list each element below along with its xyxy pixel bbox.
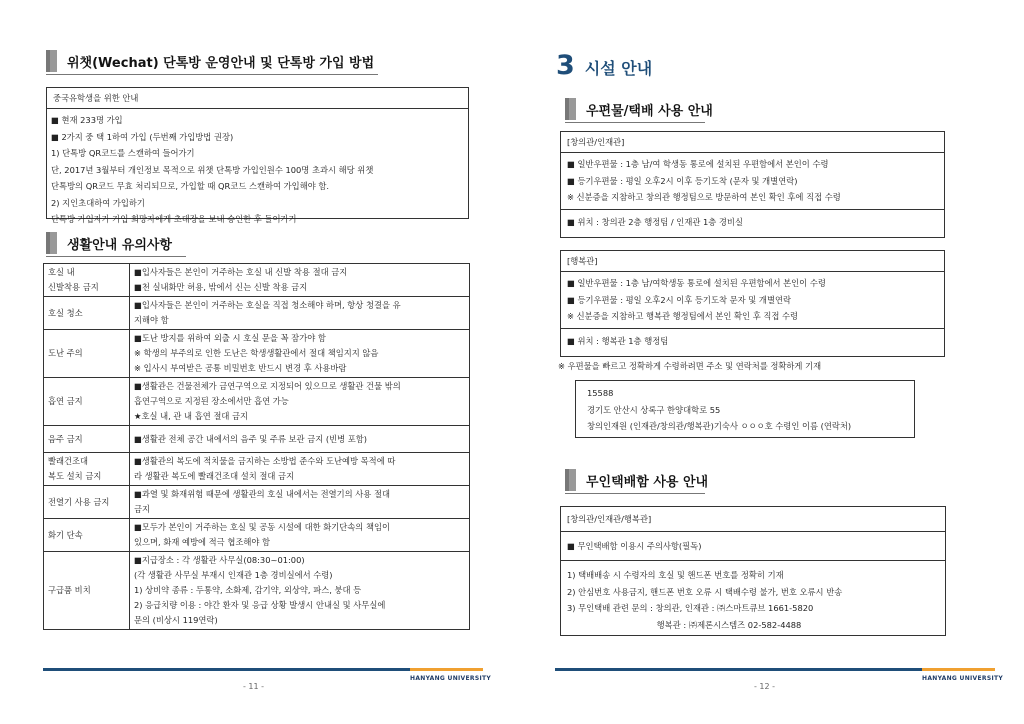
wechat-line: 2) 지인초대하여 가입하기 — [51, 197, 145, 208]
table-row — [44, 297, 470, 330]
table-row — [44, 426, 470, 453]
table-row — [44, 552, 470, 630]
chapter-title: 시설 안내 — [584, 59, 653, 78]
chapter-number: 3 — [556, 50, 575, 81]
box-header: [창의관/인재관] — [561, 132, 944, 153]
address-box: 15588 경기도 안산시 상록구 한양대학로 55 창의인재원 (인재관/창의관/행복관)기숙사 ㅇㅇㅇ호 수령인 이름 (연락처) — [575, 380, 915, 438]
rule-value: ■지급장소 : 각 생활관 사무실(08:30~01:00) (각 생활관 사무실 부재시 인재관 1층 경비실에서 수령) 1) 상비약 종류 : 두통약, 소화제, 감기약, 외상약, 파스, 붕대 등 2) 응급치량 이용 : 야간 환자 및 응급 상황 발생시 안내실 및 사무실에 문의 (비상시 119연락) — [130, 552, 470, 630]
wechat-box-body — [47, 109, 468, 228]
footer-accent — [922, 668, 995, 671]
box-body: ■ 일반우편물 : 1층 남/여 학생동 통로에 설치된 우편함에서 본인이 수령 ■ 등기우편물 : 평일 오후2시 이후 등기도착 (문자 및 개별연락) ※ 신분증을 지참하고 창의관 행정팀으로 방문하여 본인 확인 후에 직접 수령 — [561, 153, 944, 210]
rule-value: ■모두가 본인이 거주하는 호실 및 공동 시설에 대한 화기단속의 책임이 있으며, 화재 예방에 적극 협조해야 함 — [130, 519, 470, 552]
box-header: [행복관] — [561, 251, 944, 272]
box-footer: ■ 위치 : 행복관 1층 행정팀 — [567, 335, 669, 346]
rules-section-title: 생활안내 유의사항 — [67, 237, 172, 253]
page-number: - 11 - — [243, 682, 265, 691]
brand-logo: HANYANG UNIVERSITY — [922, 675, 1004, 682]
wechat-line: 단톡방의 QR코드 무효 처리되므로, 가입할 때 QR코드 스캔하여 가입해야 함. — [51, 181, 330, 191]
rule-key: 호실 내 신발착용 금지 — [44, 264, 130, 297]
heading-marker — [565, 469, 576, 491]
rule-key: 구급품 비치 — [44, 552, 130, 630]
rule-value: ■생활관의 복도에 적치물을 금지하는 소방법 준수와 도난예방 목적에 따 라 생활관 복도에 빨래건조대 설치 절대 금지 — [130, 453, 470, 486]
rule-value: ■과열 및 화재위험 때문에 생활관의 호실 내에서는 전열기의 사용 절대 금지 — [130, 486, 470, 519]
wechat-line: 단, 2017년 3월부터 개인정보 목적으로 위챗 단톡방 가입인원수 100명 초과시 해당 위챗 — [51, 164, 374, 175]
rule-key: 흡연 금지 — [44, 378, 130, 426]
table-row — [44, 330, 470, 378]
table-row — [44, 264, 470, 297]
rules-table — [43, 263, 470, 630]
mail-box-changui — [560, 131, 945, 238]
wechat-line: ■ 2가지 중 택 1하여 가입 (두번째 가입방법 권장) — [51, 131, 234, 142]
rule-key: 화기 단속 — [44, 519, 130, 552]
rule-value: ■생활관은 건물전체가 금연구역으로 지정되어 있으므로 생활관 건물 밖의 흡연구역으로 지정된 장소에서만 흡연 가능 ★호실 내, 관 내 흡연 절대 금지 — [130, 378, 470, 426]
rule-value: ■생활관 전체 공간 내에서의 음주 및 주류 보관 금지 (빈병 포함) — [130, 426, 470, 453]
table-row — [44, 519, 470, 552]
wechat-line: ■ 현재 233명 가입 — [51, 115, 123, 125]
locker-box — [560, 506, 946, 636]
wechat-info-box — [46, 87, 469, 224]
box-footer: ■ 위치 : 창의관 2층 행정팀 / 인재관 1층 경비실 — [567, 216, 743, 227]
chapter-heading — [556, 50, 652, 81]
wechat-section-heading — [46, 50, 374, 72]
footer-accent — [410, 668, 483, 671]
wechat-line: 1) 단톡방 QR코드를 스캔하여 들어가기 — [51, 148, 195, 158]
rules-section-heading — [46, 232, 172, 254]
brand-logo: HANYANG UNIVERSITY — [410, 675, 492, 682]
table-row — [44, 378, 470, 426]
mail-note: ※ 우편물을 빠르고 정확하게 수령하려면 주소 및 연락처를 정확하게 기재 — [558, 361, 822, 371]
box-subheader: ■ 무인택배함 이용시 주의사항(필독) — [561, 532, 945, 561]
mail-box-haengbok — [560, 250, 945, 357]
mail-section-heading — [565, 98, 713, 120]
table-row — [44, 453, 470, 486]
rule-key: 도난 주의 — [44, 330, 130, 378]
heading-marker — [46, 50, 57, 72]
rule-key: 호실 청소 — [44, 297, 130, 330]
rule-key: 전열기 사용 금지 — [44, 486, 130, 519]
rule-value: ■입사자들은 본인이 거주하는 호실을 직접 청소해야 하며, 항상 청결을 유 지해야 함 — [130, 297, 470, 330]
rule-key: 음주 금지 — [44, 426, 130, 453]
rule-value: ■입사자들은 본인이 거주하는 호실 내 신발 착용 절대 금지 ■천 실내화만 허용, 밖에서 신는 신발 착용 금지 — [130, 264, 470, 297]
box-body: 1) 택배배송 시 수령자의 호실 및 핸드폰 번호를 정확히 기재 2) 안심번호 사용금지, 핸드폰 번호 오류 시 택배수령 불가, 번호 오류시 반송 3) 무인택배 관련 문의 : 창의관, 인재관 : ㈜스마트큐브 1661-5820 행복관 : ㈜제론시스템즈 02-582-4488 — [567, 570, 843, 630]
wechat-line: 단톡방 가입자가 가입 희망자에게 초대장을 보내 승인한 후 들어가기 — [51, 214, 297, 224]
box-header: [창의관/인재관/행복관] — [561, 507, 945, 532]
rule-key: 빨래건조대 복도 설치 금지 — [44, 453, 130, 486]
locker-section-title: 무인택배함 사용 안내 — [586, 474, 709, 490]
rule-value: ■도난 방지를 위하여 외출 시 호실 문을 꼭 잠가야 함 ※ 학생의 부주의로 인한 도난은 학생생활관에서 절대 책임지지 않음 ※ 입사시 부여받은 공통 비밀번호 반드시 변경 후 사용바람 — [130, 330, 470, 378]
wechat-section-title: 위챗(Wechat) 단톡방 운영안내 및 단톡방 가입 방법 — [67, 55, 375, 71]
locker-section-heading — [565, 469, 708, 491]
heading-marker — [46, 232, 57, 254]
table-row — [44, 486, 470, 519]
mail-section-title: 우편물/택배 사용 안내 — [586, 103, 713, 119]
box-body: ■ 일반우편물 : 1층 남/여학생동 통로에 설치된 우편함에서 본인이 수령 ■ 등기우편물 : 평일 오후2시 이후 등기도착 문자 및 개별연락 ※ 신분증을 지참하고 행복관 행정팀에서 본인 확인 후 직접 수령 — [561, 272, 944, 329]
page-number: - 12 - — [754, 682, 776, 691]
wechat-box-header: 중국유학생을 위한 안내 — [47, 88, 468, 109]
heading-marker — [565, 98, 576, 120]
